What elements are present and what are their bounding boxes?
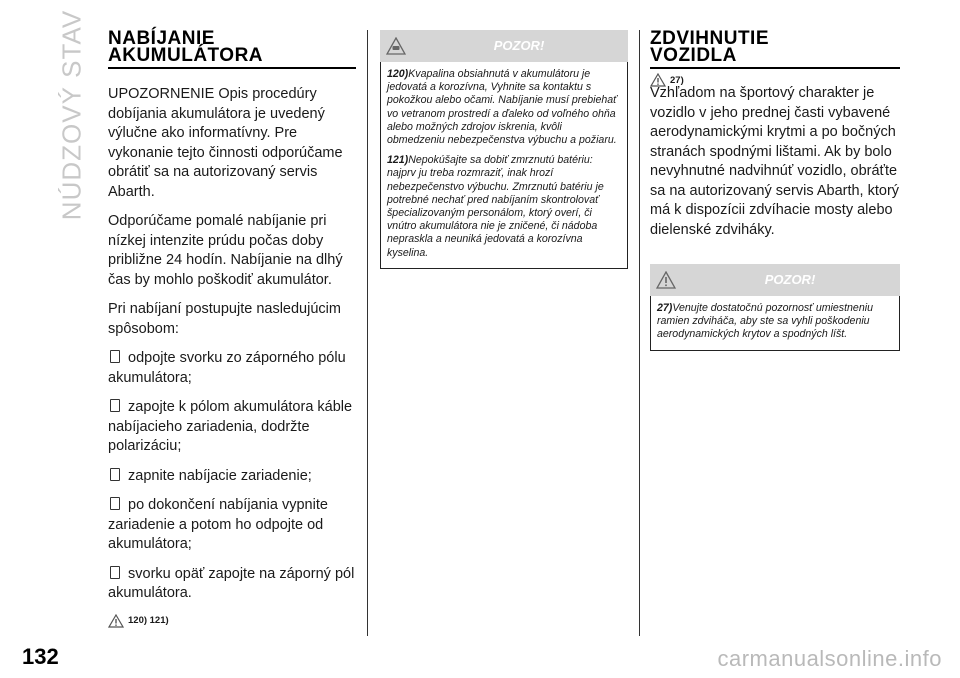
column-warnings-battery (380, 30, 628, 269)
warning-box (650, 296, 900, 351)
warning-number: 120) (387, 68, 409, 80)
bullet-icon (110, 468, 120, 481)
warning-reference-text: 120) 121) (128, 615, 169, 626)
warning-item (387, 154, 621, 260)
heading-line-1: NABÍJANIE (108, 28, 215, 49)
page-number: 132 (22, 644, 59, 669)
bullet-icon (110, 350, 120, 363)
warning-box (380, 62, 628, 269)
paragraph-lifting: Vzhľadom na športový charakter je vozidlo v jeho prednej časti vybavené aerodynamickými krytmi a po bočných stranách spodnými lištami. Ak by bolo nevyhnutné nadvihnúť vozidlo, obráťte sa na autorizovaný servis Abarth, ktorý má k dispozícii zdvíhacie mosty alebo dielenské zdviháky. (650, 85, 900, 238)
column-divider (367, 30, 368, 636)
warning-header (650, 264, 900, 296)
list-item (108, 398, 356, 457)
list-item-text: zapnite nabíjacie zariadenie; (128, 467, 312, 484)
heading-line-2: VOZIDLA (650, 45, 737, 66)
bullet-icon (110, 497, 120, 510)
list-item (108, 496, 356, 555)
paragraph-notice: UPOZORNENIE Opis procedúry dobíjania akumulátora je uvedený výlučne ako informatívny. Pre vykonanie tejto činnosti odporúčame obrátiť sa na autorizovaný servis Abarth. (108, 86, 343, 200)
paragraph-procedure-intro: Pri nabíjaní postupujte nasledujúcim spôsobom: (108, 301, 341, 337)
column-vehicle-lifting (650, 30, 900, 351)
warning-number: 121) (387, 154, 409, 167)
list-item-text: zapojte k pólom akumulátora káble nabíjacieho zariadenia, dodržte polarizáciu; (108, 399, 353, 454)
list-item-text: svorku opäť zapojte na záporný pól akumulátora. (108, 565, 355, 601)
heading-line-2: AKUMULÁTORA (108, 45, 264, 66)
side-section-label: NÚDZOVÝ STAV (56, 9, 87, 221)
section-heading-lifting (650, 30, 900, 69)
side-section-tab (52, 9, 92, 221)
warning-text: Nepokúšajte sa dobiť zmrznutú batériu: najprv ju treba rozmraziť, inak hrozí nebezpečenstvo výbuchu. Zmrznutú batériu je potrebné nechať pred nabíjaním skontrolovať špecializovaným personálom, ktorý overí, či vnútro akumulátora nie je zničené, či nádoba nepraskla a neuniká jedovatá a korozívna kyselina. (387, 154, 604, 259)
section-heading-battery (108, 30, 356, 69)
warning-text: Kvapalina obsiahnutá v akumulátoru je jedovatá a korozívna, Vyhnite sa kontaktu s pokožkou alebo očami. Nabíjanie musí prebiehať vo vetranom prostredí a ďaleko od voľného ohňa alebo možných zdrojov iskrenia, kvôli obmedzeniu nebezpečenstva výbuchu a požiaru. (387, 68, 617, 147)
warning-reference-text: 27) (670, 74, 684, 86)
watermark: carmanualsonline.info (717, 646, 942, 671)
warning-number: 27) (657, 302, 673, 314)
warning-triangle-icon (108, 614, 124, 628)
list-item (108, 565, 356, 604)
warning-header (380, 30, 628, 62)
list-item (108, 467, 356, 487)
warning-title: POZOR! (764, 272, 816, 287)
paragraph-recommendation: Odporúčame pomalé nabíjanie pri nízkej intenzite prúdu počas doby približne 24 hodín. Nabíjanie na dlhý čas by mohlo poškodiť akumulátor. (108, 213, 343, 288)
list-item (108, 349, 356, 388)
warning-item (657, 302, 893, 342)
list-item-text: po dokončení nabíjania vypnite zariadenie a potom ho odpojte od akumulátora; (108, 497, 328, 552)
bullet-icon (110, 399, 120, 412)
list-item-text: odpojte svorku zo záporného pólu akumulátora; (108, 350, 346, 386)
heading-line-1: ZDVIHNUTIE (650, 28, 769, 49)
warning-item (387, 68, 621, 147)
column-divider (639, 30, 640, 636)
warning-text: Venujte dostatočnú pozornosť umiestneniu ramien zdviháča, aby ste sa vyhli poškodeniu aerodynamických krytov a spodných líšt. (657, 302, 873, 341)
warning-reference (108, 614, 356, 628)
bullet-icon (110, 566, 120, 579)
column-battery-charging (108, 30, 356, 628)
warning-title: POZOR! (493, 38, 545, 53)
